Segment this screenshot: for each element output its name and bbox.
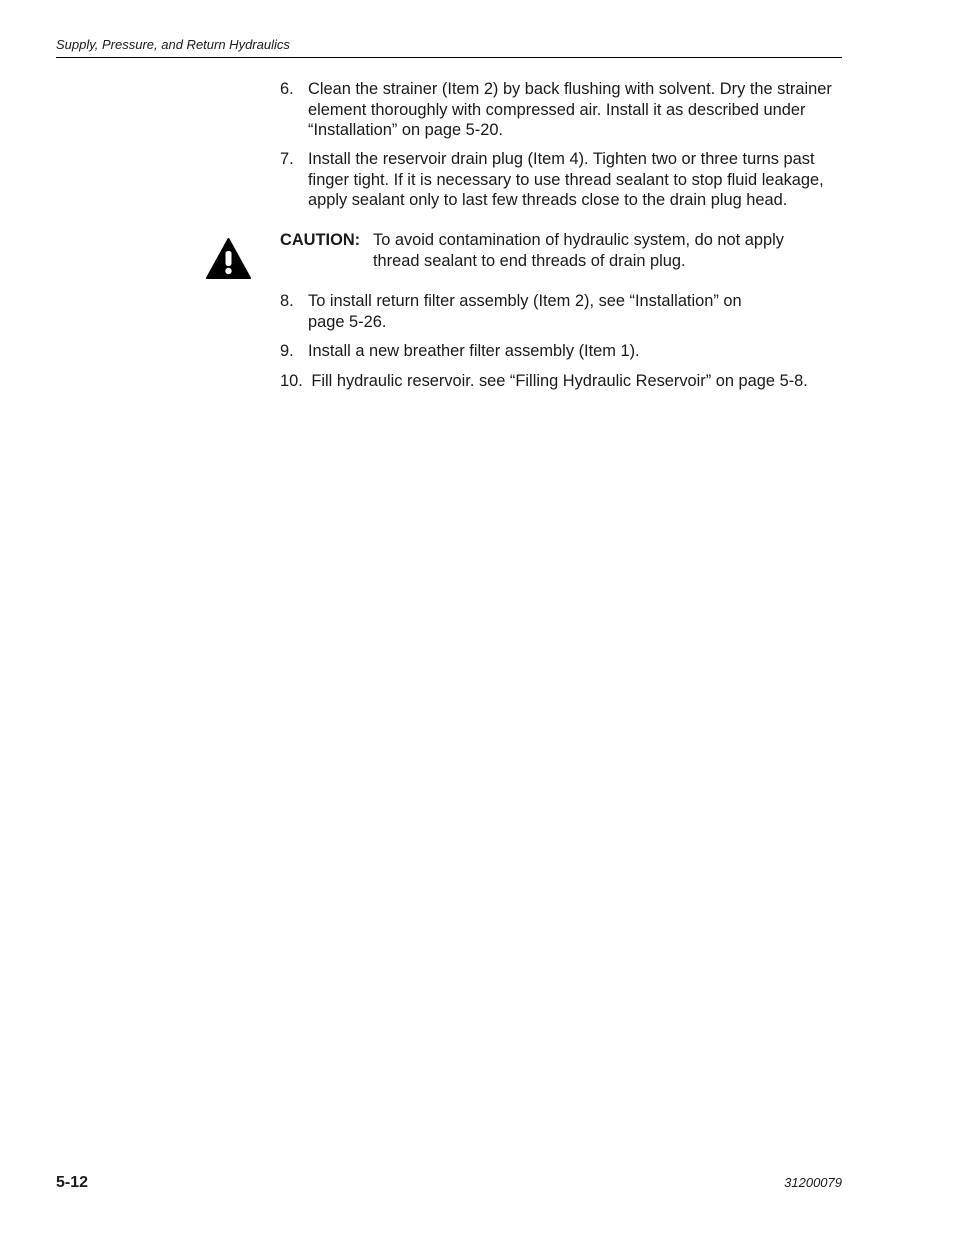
step-number: 10. bbox=[280, 372, 303, 390]
step-number: 6. bbox=[280, 80, 294, 98]
step-text: Fill hydraulic reservoir. see “Filling Hydraulic Reservoir” on page 5-8. bbox=[311, 372, 808, 390]
page-number: 5-12 bbox=[56, 1174, 89, 1191]
step-text: Install the reservoir drain plug (Item 4). Tighten two or three turns past finger tight. If it is necessary to use thread sealant to stop fluid leakage, apply sealant only to last few threads close to the drain plug head. bbox=[308, 150, 824, 209]
document-number: 31200079 bbox=[784, 1175, 842, 1190]
step-7 bbox=[280, 149, 850, 211]
running-header: Supply, Pressure, and Return Hydraulics bbox=[56, 37, 290, 52]
step-10 bbox=[280, 371, 850, 392]
caution-triangle-icon bbox=[205, 237, 252, 280]
caution-label: CAUTION: bbox=[280, 231, 361, 249]
step-number: 8. bbox=[280, 292, 294, 310]
step-number: 9. bbox=[280, 342, 294, 360]
step-8 bbox=[280, 291, 780, 332]
header-rule bbox=[56, 57, 842, 58]
step-number: 7. bbox=[280, 150, 294, 168]
caution-text: To avoid contamination of hydraulic system, do not apply thread sealant to end threads of drain plug. bbox=[373, 231, 784, 270]
step-text: To install return filter assembly (Item 2), see “Installation” on page 5-26. bbox=[308, 292, 742, 331]
step-text: Clean the strainer (Item 2) by back flushing with solvent. Dry the strainer element thoroughly with compressed air. Install it as described under “Installation” on page 5-20. bbox=[308, 80, 832, 139]
step-9 bbox=[280, 341, 850, 362]
step-6 bbox=[280, 79, 850, 141]
step-text: Install a new breather filter assembly (Item 1). bbox=[308, 342, 640, 360]
